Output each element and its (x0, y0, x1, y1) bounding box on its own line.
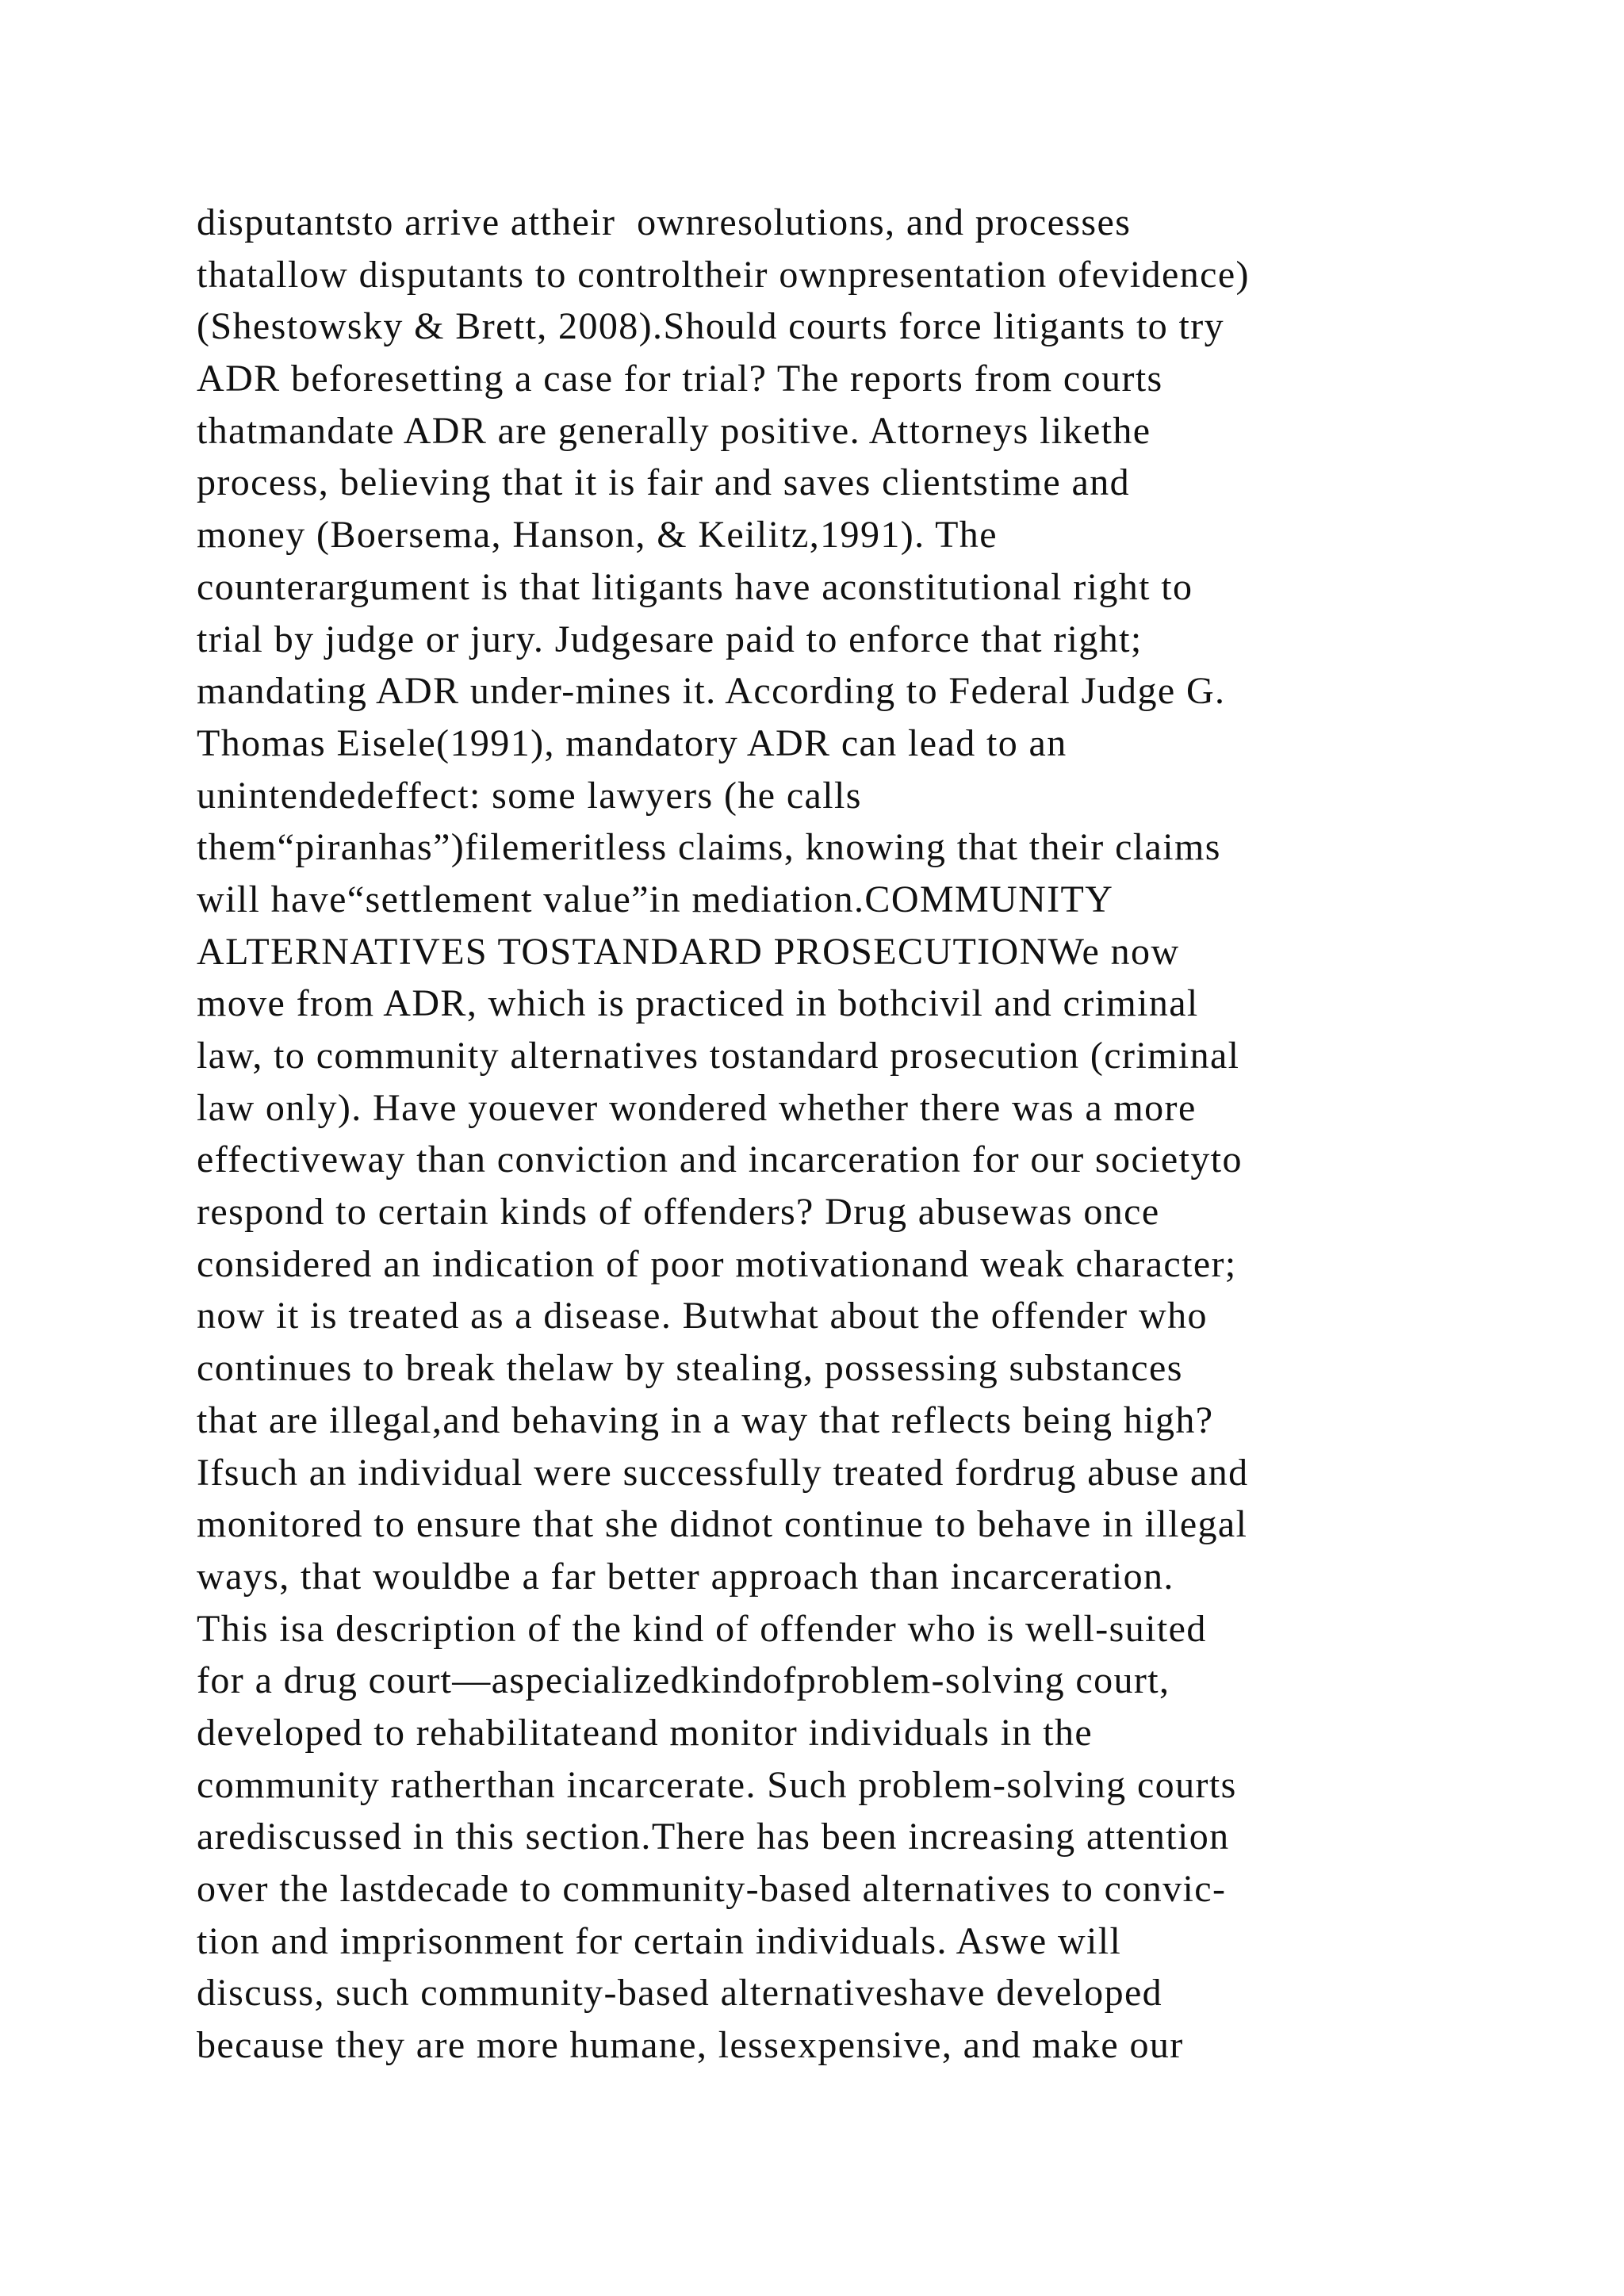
text-line: counterargument is that litigants have aconstitutional right to (197, 565, 1193, 608)
text-line: now it is treated as a disease. Butwhat about the offender who (197, 1295, 1208, 1337)
text-line: them“piranhas”)filemeritless claims, knowing that their claims (197, 826, 1221, 869)
text-line: law only). Have youever wondered whether there was a more (197, 1086, 1197, 1129)
text-line: This isa description of the kind of offender who is well-suited (197, 1607, 1207, 1650)
text-line: (Shestowsky & Brett, 2008).Should courts force litigants to try (197, 305, 1225, 348)
text-line: ADR beforesetting a case for trial? The reports from courts (197, 358, 1163, 400)
text-line: will have“settlement value”in mediation.COMMUNITY (197, 878, 1114, 920)
text-line: Ifsuch an individual were successfully treated fordrug abuse and (197, 1451, 1249, 1494)
text-line: that are illegal,and behaving in a way that reflects being high? (197, 1399, 1214, 1441)
text-line: mandating ADR under-mines it. According to Federal Judge G. (197, 670, 1226, 713)
text-line: thatmandate ADR are generally positive. Attorneys likethe (197, 409, 1151, 452)
text-line: money (Boersema, Hanson, & Keilitz,1991). The (197, 514, 998, 557)
text-line: over the lastdecade to community-based alternatives to convic- (197, 1868, 1227, 1910)
text-line: for a drug court—aspecializedkindofproblem-solving court, (197, 1659, 1170, 1702)
text-line: continues to break thelaw by stealing, possessing substances (197, 1347, 1183, 1390)
text-line: arediscussed in this section.There has been increasing attention (197, 1816, 1230, 1858)
body-text (197, 197, 1465, 2072)
text-line: ways, that wouldbe a far better approach than incarceration. (197, 1555, 1174, 1598)
text-line: considered an indication of poor motivationand weak character; (197, 1242, 1237, 1285)
text-line: effectiveway than conviction and incarceration for our societyto (197, 1138, 1243, 1181)
text-line: move from ADR, which is practiced in bothcivil and criminal (197, 982, 1199, 1025)
text-line: unintendedeffect: some lawyers (he calls (197, 774, 862, 817)
text-line: trial by judge or jury. Judgesare paid to enforce that right; (197, 618, 1143, 660)
text-line: ALTERNATIVES TOSTANDARD PROSECUTIONWe now (197, 930, 1180, 973)
text-line: community ratherthan incarcerate. Such problem-solving courts (197, 1763, 1237, 1806)
text-line: tion and imprisonment for certain individuals. Aswe will (197, 1919, 1122, 1962)
text-line: Thomas Eisele(1991), mandatory ADR can lead to an (197, 721, 1067, 764)
text-line: because they are more humane, lessexpensive, and make our (197, 2024, 1184, 2067)
text-line: discuss, such community-based alternativeshave developed (197, 1972, 1163, 2015)
text-line: respond to certain kinds of offenders? Drug abusewas once (197, 1191, 1160, 1234)
text-line: law, to community alternatives tostandard prosecution (criminal (197, 1035, 1240, 1077)
text-line: monitored to ensure that she didnot continue to behave in illegal (197, 1503, 1248, 1546)
text-line: thatallow disputants to controltheir ownpresentation ofevidence) (197, 253, 1250, 296)
text-line: process, believing that it is fair and saves clientstime and (197, 461, 1131, 504)
text-line: developed to rehabilitateand monitor individuals in the (197, 1711, 1094, 1754)
text-line: disputantsto arrive attheir ownresolutions, and processes (197, 201, 1132, 243)
